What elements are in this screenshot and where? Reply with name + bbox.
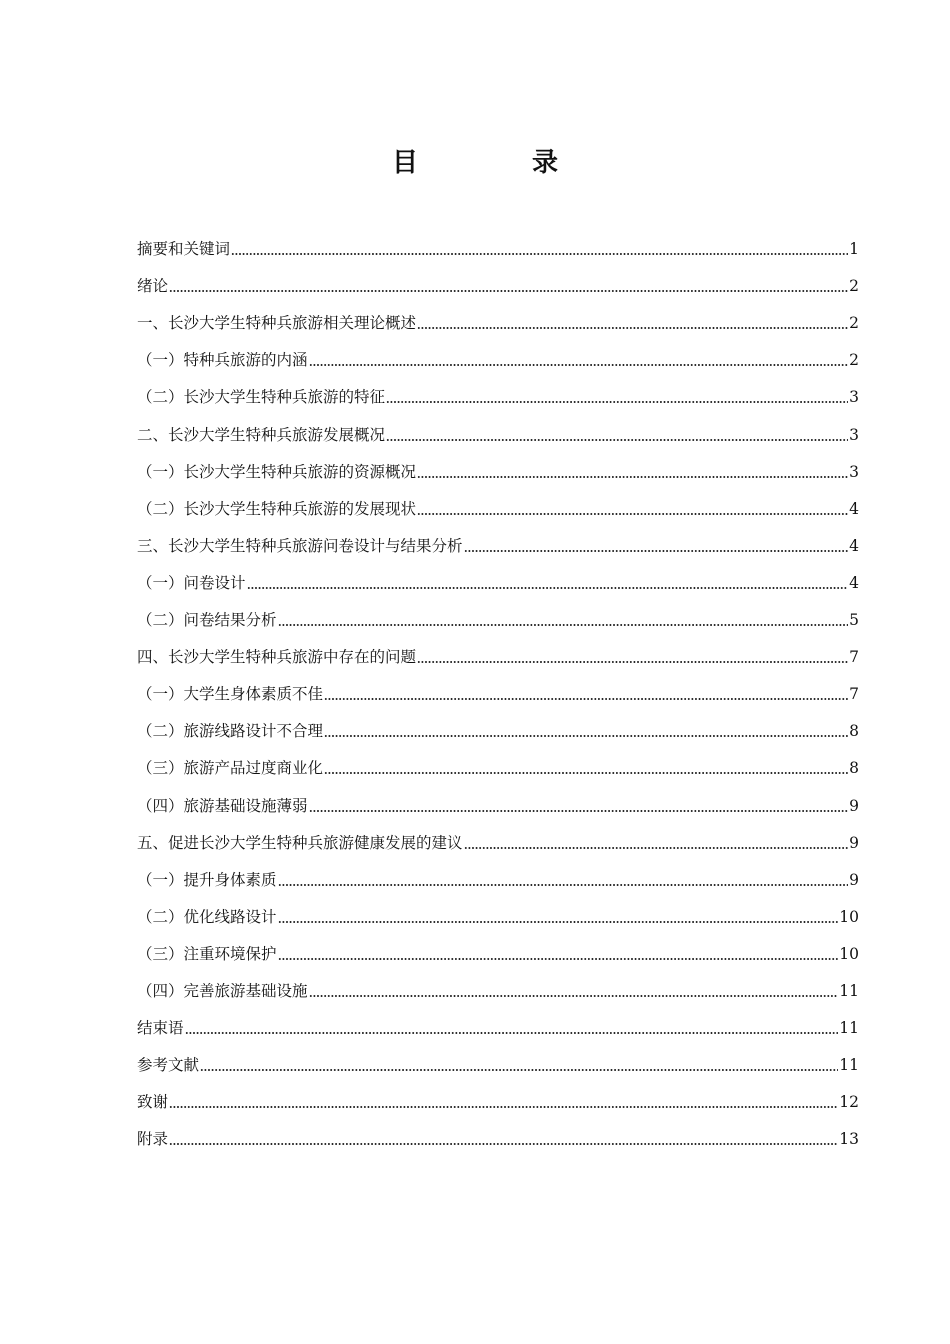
toc-entry-page: 3 [849, 388, 859, 407]
toc-entry[interactable] [137, 482, 859, 519]
dot-leader [169, 1143, 838, 1145]
toc-entry-page: 9 [849, 796, 859, 815]
toc-entry-label: （四）旅游基础设施薄弱 [137, 796, 308, 815]
toc-entry-page: 4 [849, 536, 859, 555]
dot-leader [247, 587, 849, 589]
toc-entry-page: 3 [849, 425, 859, 444]
dot-leader [324, 735, 848, 737]
dot-leader [278, 884, 849, 886]
dot-leader [324, 772, 848, 774]
toc-entry-page: 7 [849, 648, 859, 667]
toc-entry[interactable] [137, 964, 859, 1001]
toc-entry-page: 4 [849, 573, 859, 592]
dot-leader [169, 1106, 838, 1108]
toc-entry[interactable] [137, 556, 859, 593]
toc-entry-page: 4 [849, 499, 859, 518]
toc-entry[interactable] [137, 890, 859, 927]
toc-entry[interactable] [137, 407, 859, 444]
dot-leader [417, 513, 848, 515]
toc-entry[interactable] [137, 519, 859, 556]
toc-entry-label: （一）大学生身体素质不佳 [137, 685, 324, 704]
toc-entry-label: 参考文献 [137, 1056, 200, 1075]
toc-entry-page: 11 [839, 981, 859, 1000]
toc-entry-label: 结束语 [137, 1019, 184, 1038]
toc-entry[interactable] [137, 370, 859, 407]
toc-entry[interactable] [137, 1112, 859, 1149]
dot-leader [417, 661, 848, 663]
dot-leader [278, 958, 839, 960]
toc-entry[interactable] [137, 445, 859, 482]
toc-entry[interactable] [137, 1001, 859, 1038]
toc-entry-label: （三）旅游产品过度商业化 [137, 759, 324, 778]
toc-entry[interactable] [137, 593, 859, 630]
toc-entry-label: 摘要和关键词 [137, 240, 231, 259]
dot-leader [309, 810, 849, 812]
toc-entry-label: （二）优化线路设计 [137, 907, 277, 926]
toc-entry-page: 2 [849, 351, 859, 370]
toc-entry-label: （三）注重环境保护 [137, 944, 277, 963]
toc-entry[interactable] [137, 1038, 859, 1075]
toc-entry-page: 10 [839, 944, 859, 963]
toc-entry-page: 2 [849, 314, 859, 333]
toc-entry-page: 8 [849, 759, 859, 778]
toc-entry-label: （二）问卷结果分析 [137, 611, 277, 630]
toc-entry-label: 五、促进长沙大学生特种兵旅游健康发展的建议 [137, 833, 463, 852]
toc-entry[interactable] [137, 222, 859, 259]
dot-leader [417, 476, 848, 478]
toc-entry-label: 四、长沙大学生特种兵旅游中存在的问题 [137, 648, 417, 667]
toc-entry-page: 9 [849, 833, 859, 852]
dot-leader [309, 364, 849, 366]
toc-entry-label: 一、长沙大学生特种兵旅游相关理论概述 [137, 314, 417, 333]
toc-entry-page: 13 [839, 1130, 859, 1149]
dot-leader [278, 624, 849, 626]
dot-leader [386, 401, 848, 403]
toc-entry[interactable] [137, 816, 859, 853]
dot-leader [386, 439, 848, 441]
dot-leader [200, 1069, 838, 1071]
toc-entry[interactable] [137, 630, 859, 667]
toc-entry-page: 8 [849, 722, 859, 741]
toc-entry[interactable] [137, 778, 859, 815]
toc-title: 目 录 [391, 148, 602, 178]
dot-leader [231, 253, 848, 255]
dot-leader [309, 995, 839, 997]
toc-entry[interactable] [137, 853, 859, 890]
toc-entry-page: 10 [839, 907, 859, 926]
toc-list [137, 222, 859, 1149]
toc-entry-label: （一）长沙大学生特种兵旅游的资源概况 [137, 462, 417, 481]
toc-entry-label: （一）特种兵旅游的内涵 [137, 351, 308, 370]
toc-entry-page: 7 [849, 685, 859, 704]
toc-entry-label: （二）长沙大学生特种兵旅游的发展现状 [137, 499, 417, 518]
toc-entry-label: （二）旅游线路设计不合理 [137, 722, 324, 741]
toc-entry-label: 绪论 [137, 277, 169, 296]
toc-entry-page: 12 [839, 1093, 859, 1112]
toc-entry[interactable] [137, 296, 859, 333]
dot-leader [417, 327, 848, 329]
toc-entry-page: 1 [849, 240, 859, 259]
toc-entry-label: （二）长沙大学生特种兵旅游的特征 [137, 388, 386, 407]
toc-entry-label: （一）提升身体素质 [137, 870, 277, 889]
toc-entry-label: 附录 [137, 1130, 169, 1149]
toc-entry[interactable] [137, 741, 859, 778]
dot-leader [464, 847, 849, 849]
dot-leader [185, 1032, 839, 1034]
toc-entry-label: 致谢 [137, 1093, 169, 1112]
toc-entry-page: 11 [839, 1056, 859, 1075]
toc-entry[interactable] [137, 259, 859, 296]
toc-entry[interactable] [137, 667, 859, 704]
toc-entry-label: （四）完善旅游基础设施 [137, 981, 308, 1000]
toc-entry-page: 5 [849, 611, 859, 630]
toc-entry-label: （一）问卷设计 [137, 573, 246, 592]
toc-entry-page: 9 [849, 870, 859, 889]
toc-entry[interactable] [137, 333, 859, 370]
toc-entry-label: 三、长沙大学生特种兵旅游问卷设计与结果分析 [137, 536, 463, 555]
toc-entry[interactable] [137, 704, 859, 741]
toc-entry[interactable] [137, 1075, 859, 1112]
toc-entry-page: 11 [839, 1019, 859, 1038]
dot-leader [278, 921, 839, 923]
dot-leader [464, 550, 849, 552]
toc-entry-page: 3 [849, 462, 859, 481]
toc-entry-label: 二、长沙大学生特种兵旅游发展概况 [137, 425, 386, 444]
toc-entry[interactable] [137, 927, 859, 964]
toc-entry-page: 2 [849, 277, 859, 296]
dot-leader [169, 290, 848, 292]
dot-leader [324, 698, 848, 700]
